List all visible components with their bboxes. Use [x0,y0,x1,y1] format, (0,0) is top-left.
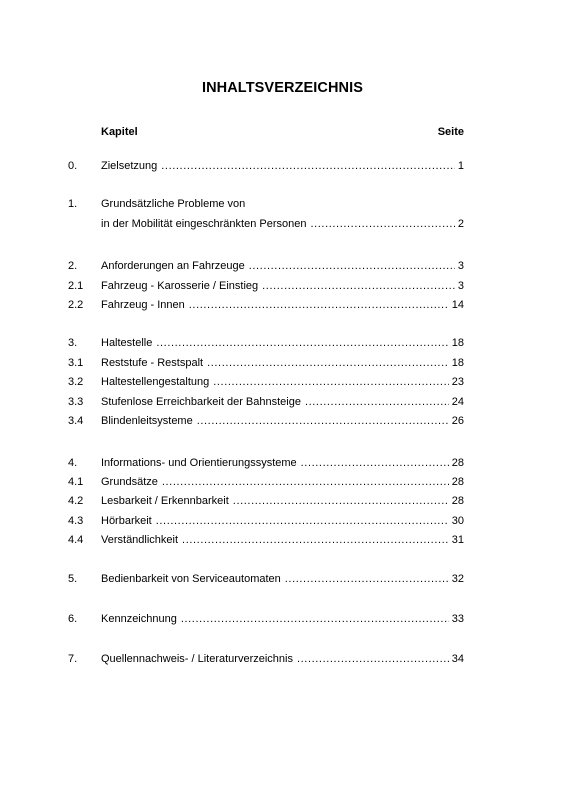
toc-entry [0,196,565,212]
toc-entry-title: Anforderungen an Fahrzeuge [101,260,245,272]
toc-entry-number: 3.3 [68,396,84,408]
toc-entry [0,493,565,509]
toc-entry-line [101,413,464,429]
toc-entry-number: 3.4 [68,415,84,427]
toc-entry [0,278,565,294]
toc-entry-title: Haltestelle [101,337,153,349]
toc-entry-number: 4.4 [68,534,84,546]
toc-entry-number: 7. [68,653,78,665]
toc-entry-title: Grundsätzliche Probleme von [101,198,246,210]
dot-leader [233,493,449,509]
toc-entry-line [101,513,464,529]
dot-leader [305,394,449,410]
toc-entry-line [101,532,464,548]
toc-entry [0,297,565,313]
toc-entry-line [101,216,464,232]
toc-entry [0,474,565,490]
toc-entry-number: 4.1 [68,476,84,488]
toc-entry-number: 4.2 [68,495,84,507]
toc-entry-line [101,258,464,274]
toc-entry [0,374,565,390]
toc-entry-line [101,335,464,351]
toc-entry-title: Hörbarkeit [101,515,152,527]
toc-entry-title: Fahrzeug - Karosserie / Einstieg [101,280,259,292]
toc-entry-title: Reststufe - Restspalt [101,357,204,369]
toc-entry-title: Bedienbarkeit von Serviceautomaten [101,573,281,585]
dot-leader [182,532,449,548]
toc-entry-page: 31 [451,534,464,546]
toc-entry-line [101,571,464,587]
toc-entry-title: Haltestellengestaltung [101,376,210,388]
page-title: INHALTSVERZEICHNIS [201,80,364,96]
toc-entry [0,513,565,529]
toc-entry [0,355,565,371]
toc-entry-number: 5. [68,573,78,585]
toc-entry-line [101,474,464,490]
toc-entry-number: 3.1 [68,357,84,369]
toc-entry-number: 3. [68,337,78,349]
dot-leader [156,513,449,529]
toc-entry [0,651,565,667]
toc-entry [0,455,565,471]
toc-entry-page: 34 [451,653,464,665]
dot-leader [297,651,449,667]
toc-entry-title: Informations- und Orientierungssysteme [101,457,297,469]
toc-entry-line [101,158,464,174]
toc-entry-page: 23 [451,376,464,388]
toc-entry-line [101,651,464,667]
toc-entry-number: 2. [68,260,78,272]
toc-entry-line [101,355,464,371]
toc-entry-line [101,297,464,313]
toc-entry-title: Lesbarkeit / Erkennbarkeit [101,495,229,507]
toc-entry-number: 1. [68,198,78,210]
dot-leader [301,455,449,471]
toc-entry [0,335,565,351]
column-header-seite: Seite [437,126,464,138]
toc-entry-page: 33 [451,613,464,625]
toc-entry-number: 4.3 [68,515,84,527]
toc-entry-line [101,394,464,410]
dot-leader [262,278,455,294]
dot-leader [181,611,449,627]
toc-entry-page: 18 [451,337,464,349]
toc-entry-line [101,455,464,471]
toc-entry-number: 3.2 [68,376,84,388]
toc-entry-title: Blindenleitsysteme [101,415,193,427]
dot-leader [249,258,455,274]
toc-entry [0,571,565,587]
toc-entry-line [101,493,464,509]
toc-entry [0,611,565,627]
toc-entry-page: 2 [457,218,464,230]
toc-entry-page: 28 [451,476,464,488]
dot-leader [156,335,448,351]
toc-entry [0,158,565,174]
toc-entry-page: 24 [451,396,464,408]
toc-entry-line [101,611,464,627]
toc-entry-number: 6. [68,613,78,625]
toc-entry-number: 0. [68,160,78,172]
dot-leader [197,413,449,429]
toc-entry-title: Kennzeichnung [101,613,177,625]
toc-entry-line [101,278,464,294]
dot-leader [161,158,455,174]
toc-entry-page: 14 [451,299,464,311]
dot-leader [310,216,454,232]
toc-entry-line [101,374,464,390]
toc-entry [0,258,565,274]
toc-entry-title: Stufenlose Erreichbarkeit der Bahnsteige [101,396,301,408]
toc-entry-number: 2.1 [68,280,84,292]
toc-entry-page: 1 [457,160,464,172]
toc-entry-title: Verständlichkeit [101,534,179,546]
column-header-kapitel: Kapitel [101,126,138,138]
dot-leader [189,297,449,313]
toc-entry [0,216,565,232]
dot-leader [207,355,449,371]
toc-entry-title: Quellennachweis- / Literaturverzeichnis [101,653,293,665]
toc-entry [0,413,565,429]
toc-entry-page: 28 [451,495,464,507]
dot-leader [285,571,449,587]
toc-entry-number: 4. [68,457,78,469]
toc-entry [0,532,565,548]
toc-entry-title: in der Mobilität eingeschränkten Personen [101,218,307,230]
dot-leader [162,474,449,490]
toc-entry-title: Grundsätze [101,476,158,488]
toc-entry-page: 3 [457,260,464,272]
toc-entry-page: 32 [451,573,464,585]
toc-entry-number: 2.2 [68,299,84,311]
toc-entry-page: 18 [451,357,464,369]
toc-entry-page: 26 [451,415,464,427]
toc-entry-title: Fahrzeug - Innen [101,299,185,311]
toc-entry [0,394,565,410]
toc-entry-page: 30 [451,515,464,527]
toc-entry-page: 28 [451,457,464,469]
toc-entry-page: 3 [457,280,464,292]
toc-entry-title: Zielsetzung [101,160,158,172]
dot-leader [213,374,449,390]
